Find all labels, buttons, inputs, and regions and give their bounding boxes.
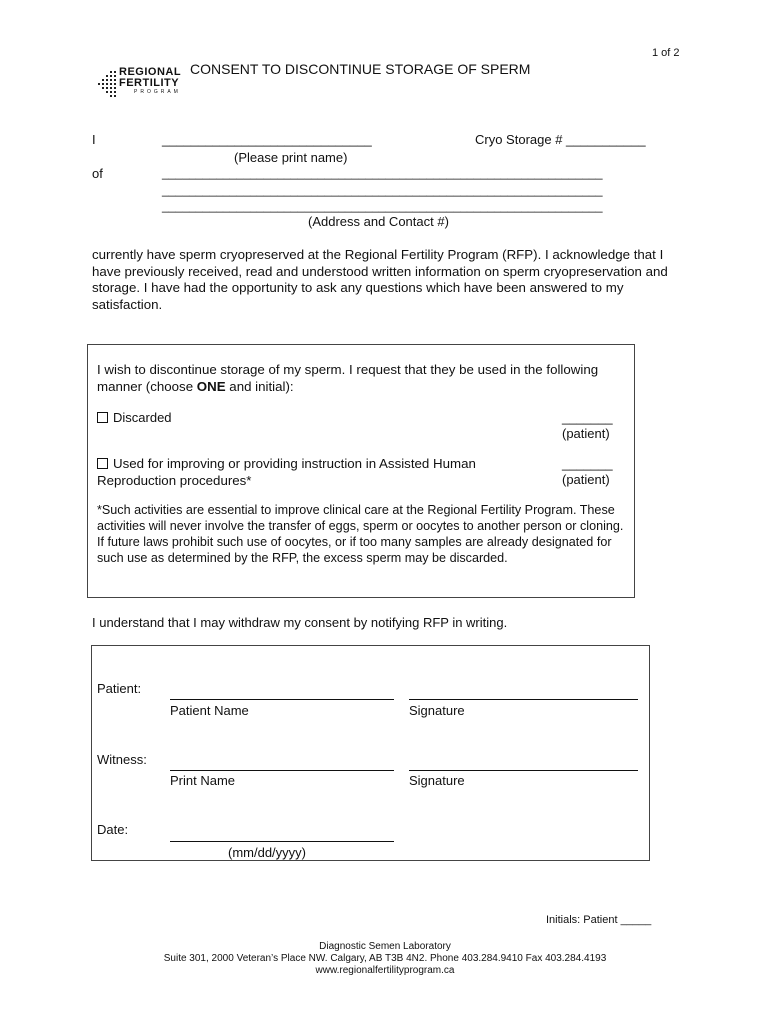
address-field-line-3[interactable]: _________________________________________________________________ [162, 199, 603, 213]
patient-name-caption: Patient Name [170, 703, 249, 718]
signature-box [91, 645, 650, 861]
footer-website[interactable]: www.regionalfertilityprogram.ca [315, 965, 455, 976]
patient-name-line[interactable] [170, 699, 394, 700]
logo-text-regional: REGIONAL [119, 66, 182, 78]
logo-text-program: PROGRAM [134, 89, 181, 95]
name-caption: (Please print name) [234, 150, 348, 165]
option-discarded-label: Discarded [113, 410, 172, 425]
witness-signature-caption: Signature [409, 773, 465, 788]
patient-initials-field[interactable]: Initials: Patient _____ [546, 914, 652, 926]
footnote-text: *Such activities are essential to improve clinical care at the Regional Fertility Program. These activities will never involve the transfer of eggs, sperm or oocytes to another person or cloning. If future laws prohibit such use of oocytes, or if too many samples are already designated for such use as determined by the RFP, the excess sperm may be discarded. [97, 503, 624, 565]
logo-dot-grid-icon [98, 70, 120, 100]
i-label: I [92, 132, 96, 147]
option-discarded[interactable] [97, 410, 172, 425]
witness-signature-line[interactable] [409, 770, 638, 771]
research-initial-caption: (patient) [562, 472, 610, 487]
witness-name-caption: Print Name [170, 773, 236, 788]
option-research[interactable] [97, 456, 497, 489]
logo-text-fertility: FERTILITY [119, 77, 180, 89]
research-checkbox[interactable] [97, 458, 108, 469]
name-field[interactable]: _____________________________ [162, 132, 372, 147]
witness-label: Witness: [97, 752, 147, 767]
address-field-line-2[interactable]: _________________________________________________________________ [162, 183, 603, 197]
cryo-storage-field[interactable]: Cryo Storage # ___________ [475, 132, 646, 147]
address-field-line-1[interactable]: _________________________________________________________________ [162, 166, 603, 180]
date-line[interactable] [170, 841, 394, 842]
footer-address: Suite 301, 2000 Veteran’s Place NW. Calgary, AB T3B 4N2. Phone 403.284.9410 Fax 403.284.4193 [163, 953, 607, 964]
page-number: 1 of 2 [652, 47, 680, 59]
research-initial-field[interactable]: _______ [562, 456, 613, 471]
patient-signature-line[interactable] [409, 699, 638, 700]
withdraw-consent-text: I understand that I may withdraw my consent by notifying RFP in writing. [92, 615, 508, 630]
date-caption: (mm/dd/yyyy) [228, 845, 306, 860]
witness-name-line[interactable] [170, 770, 394, 771]
discarded-checkbox[interactable] [97, 412, 108, 423]
patient-label: Patient: [97, 681, 142, 696]
address-caption: (Address and Contact #) [308, 214, 449, 229]
footer-lab-name: Diagnostic Semen Laboratory [319, 941, 451, 952]
patient-signature-caption: Signature [409, 703, 465, 718]
of-label: of [92, 166, 103, 181]
intro-paragraph: currently have sperm cryopreserved at the Regional Fertility Program (RFP). I acknowledge that I have previously received, read and understood written information on sperm cryopreservation and storage. I have had the opportunity to ask any questions which have been answered to my satisfaction. [92, 247, 668, 312]
date-label: Date: [97, 822, 129, 837]
discarded-initial-caption: (patient) [562, 426, 610, 441]
choice-instructions: I wish to discontinue storage of my sperm. I request that they be used in the following manner (choose ONE and initial): [97, 362, 599, 394]
document-title: CONSENT TO DISCONTINUE STORAGE OF SPERM [190, 61, 531, 77]
option-research-label: Used for improving or providing instruction in Assisted Human Reproduction procedures* [97, 456, 476, 488]
discarded-initial-field[interactable]: _______ [562, 410, 613, 425]
